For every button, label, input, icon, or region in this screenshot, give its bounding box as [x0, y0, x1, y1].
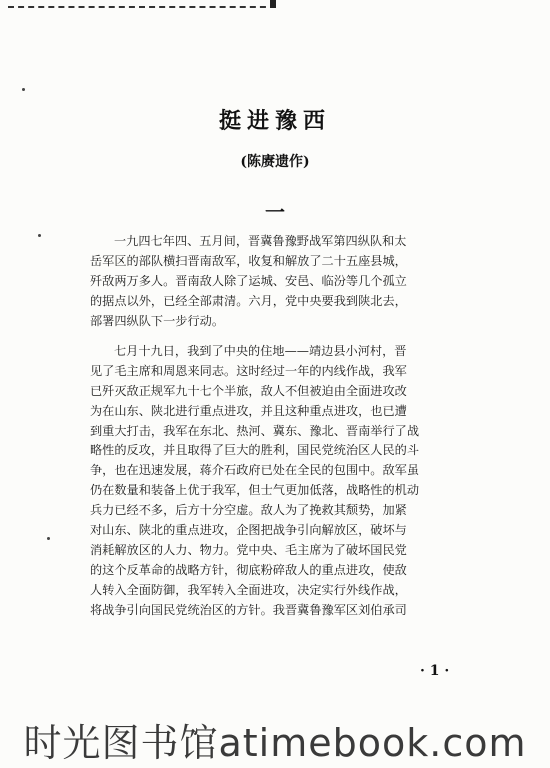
- text-line: 部署四纵队下一步行动。: [90, 313, 225, 328]
- text-line: 将战争引向国民党统治区的方针。我晋冀鲁豫军区刘伯承司: [90, 602, 407, 617]
- watermark-text: 时光图书馆atimebook.com: [23, 721, 527, 765]
- document-title: 挺进豫西: [218, 108, 331, 134]
- text-line: 仍在数量和装备上优于我军，但士气更加低落，战略性的机动: [90, 483, 420, 498]
- paragraph-1: [90, 232, 490, 331]
- text-line: 为在山东、陕北进行重点进攻，并且这种重点进攻，也已遭: [90, 403, 407, 418]
- text-line: 歼敌两万多人。晋南敌人除了运城、安邑、临汾等几个孤立: [90, 273, 407, 288]
- text-line: 已歼灭敌正规军九十七个半旅，敌人不但被迫由全面进攻改: [90, 383, 407, 398]
- text-line: 对山东、陕北的重点进攻，企图把战争引向解放区，破坏与: [90, 523, 407, 538]
- scan-speck: [38, 234, 41, 237]
- text-line: 略性的反攻，并且取得了巨大的胜利，国民党统治区人民的斗: [90, 443, 420, 458]
- page-number: · 1 ·: [420, 663, 450, 679]
- top-dashed-rule: [8, 6, 276, 8]
- text-line: 的这个反革命的战略方针，彻底粉碎敌人的重点进攻，使敌: [90, 562, 407, 577]
- top-mark: [270, 0, 276, 8]
- text-line: 消耗解放区的人力、物力。党中央、毛主席为了破坏国民党: [90, 542, 407, 557]
- text-line: 争，也在迅速发展，蒋介石政府已处在全民的包围中。敌军虽: [90, 463, 420, 478]
- text-line: 七月十九日，我到了中央的住地——靖边县小河村，晋: [114, 344, 407, 358]
- text-line: 一九四七年四、五月间，晋冀鲁豫野战军第四纵队和太: [114, 234, 407, 248]
- text-line: 的据点以外，已经全部肃清。六月，党中央要我到陕北去，: [90, 293, 407, 308]
- text-line: 到重大打击，我军在东北、热河、冀东、豫北、晋南举行了战: [90, 423, 420, 438]
- text-line: 见了毛主席和周恩来同志。这时经过一年的内线作战，我军: [90, 363, 407, 378]
- paragraph-2: [90, 342, 490, 620]
- scan-speck: [47, 537, 50, 540]
- text-line: 人转入全面防御，我军转入全面进攻，决定实行外线作战，: [90, 582, 407, 597]
- section-number: 一: [265, 200, 285, 224]
- scan-speck: [22, 88, 25, 91]
- text-line: 岳军区的部队横扫晋南敌军，收复和解放了二十五座县城，: [90, 253, 407, 268]
- text-line: 兵力已经不多，后方十分空虚。敌人为了挽救其颓势，加紧: [90, 503, 407, 518]
- document-author: (陈赓遗作): [240, 154, 310, 170]
